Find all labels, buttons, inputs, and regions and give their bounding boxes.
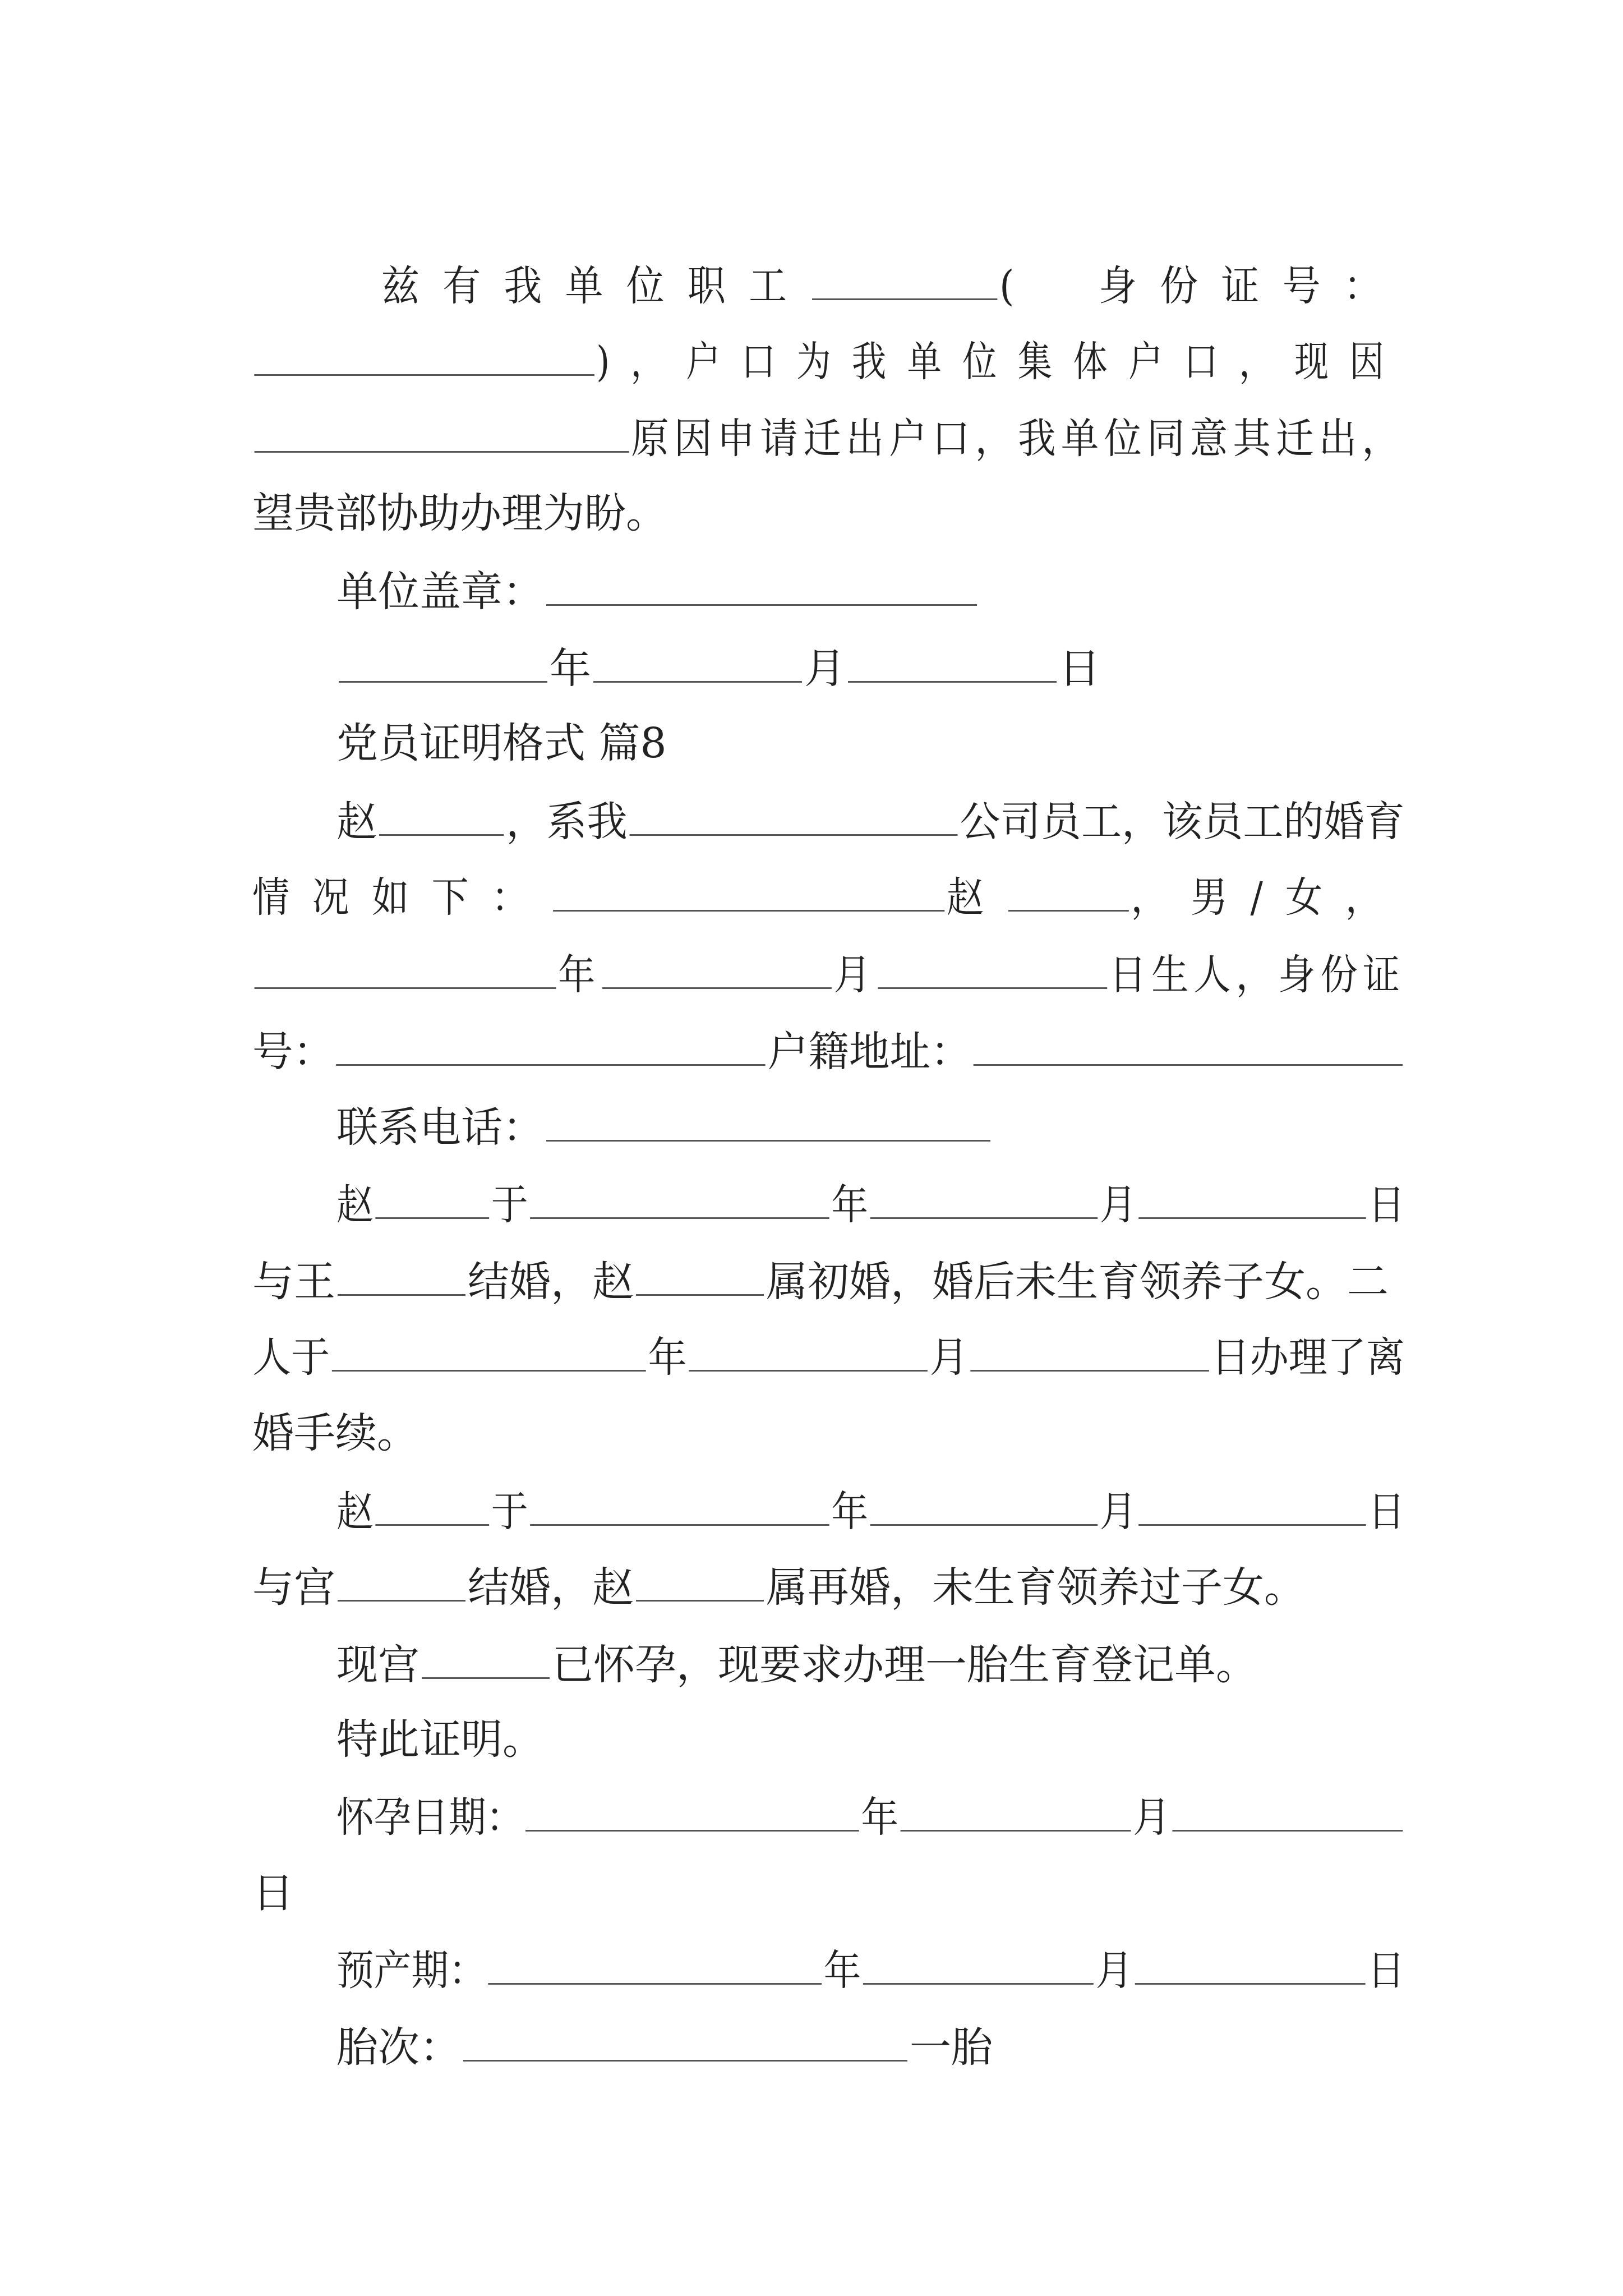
fill-in-blank[interactable] — [636, 1259, 764, 1296]
fill-in-blank[interactable] — [255, 953, 556, 989]
doc-line-12 — [336, 1103, 993, 1152]
doc-line-4 — [252, 489, 667, 537]
doc-text: 怀孕日期： — [336, 1793, 524, 1842]
fill-in-blank[interactable] — [630, 799, 958, 836]
doc-text: 现宫 — [336, 1641, 419, 1689]
doc-text: 人于 — [252, 1333, 330, 1382]
fill-in-blank[interactable] — [970, 1335, 1209, 1372]
fill-in-blank[interactable] — [593, 646, 802, 683]
fill-in-blank[interactable] — [525, 1795, 859, 1832]
doc-text: 月 — [1133, 1793, 1170, 1842]
doc-line-9 — [252, 873, 1405, 922]
doc-text: 年 — [831, 1488, 869, 1536]
doc-line-14 — [252, 1258, 1389, 1306]
doc-line-13 — [336, 1181, 1405, 1229]
doc-line-11 — [252, 1028, 1405, 1076]
fill-in-blank[interactable] — [848, 646, 1057, 683]
doc-text: 日 — [1059, 645, 1100, 693]
fill-in-blank[interactable] — [553, 875, 944, 912]
doc-text: )，户口为我单位集体户口，现因 — [596, 338, 1405, 386]
fill-in-blank[interactable] — [689, 1335, 928, 1372]
doc-text: 月 — [833, 951, 876, 999]
fill-in-blank[interactable] — [546, 569, 977, 606]
doc-text: 望贵部协助办理为盼。 — [252, 489, 667, 537]
fill-in-blank[interactable] — [375, 1489, 489, 1526]
doc-text: 单位盖章： — [336, 568, 544, 616]
doc-line-2 — [252, 338, 1405, 386]
doc-text: 赵 — [946, 873, 1007, 922]
fill-in-blank[interactable] — [1138, 1182, 1366, 1219]
doc-text: ( 身份证号： — [999, 262, 1405, 310]
doc-text: 号： — [252, 1028, 334, 1076]
fill-in-blank[interactable] — [338, 1259, 465, 1296]
doc-text: 结婚，赵 — [468, 1563, 634, 1612]
doc-line-6 — [336, 645, 1100, 693]
fill-in-blank[interactable] — [339, 646, 547, 683]
doc-text: 联系电话： — [336, 1103, 544, 1152]
doc-text: 原因申请迁出户口，我单位同意其迁出， — [631, 415, 1405, 463]
doc-text: 预产期： — [336, 1947, 486, 1995]
doc-line-16 — [252, 1409, 418, 1457]
fill-in-blank[interactable] — [1008, 875, 1129, 912]
doc-text: 日 — [1368, 1488, 1405, 1536]
fill-in-blank[interactable] — [422, 1642, 550, 1679]
doc-text: 胎次： — [336, 2023, 461, 2072]
doc-text: 月 — [1095, 1947, 1133, 1995]
doc-line-10 — [252, 951, 1405, 999]
fill-in-blank[interactable] — [338, 1565, 465, 1602]
doc-text: 年 — [648, 1333, 687, 1382]
fill-in-blank[interactable] — [255, 416, 629, 453]
doc-text: 月 — [1099, 1181, 1137, 1229]
doc-text: 日 — [1367, 1947, 1405, 1995]
fill-in-blank[interactable] — [463, 2025, 907, 2062]
fill-in-blank[interactable] — [254, 339, 594, 376]
doc-text: 日 — [252, 1869, 294, 1917]
doc-text: 一胎 — [910, 2023, 993, 2072]
doc-text: 月 — [804, 645, 846, 693]
doc-line-21 — [336, 1793, 1405, 1842]
doc-text: 党员证明格式 篇8 — [336, 719, 667, 767]
doc-text: 于 — [491, 1181, 528, 1229]
doc-line-1 — [381, 262, 1405, 310]
doc-text: 于 — [491, 1488, 528, 1536]
fill-in-blank[interactable] — [636, 1565, 764, 1602]
fill-in-blank[interactable] — [974, 1029, 1403, 1066]
doc-line-20 — [336, 1715, 544, 1764]
doc-text: 月 — [929, 1333, 969, 1382]
doc-text: 户籍地址： — [767, 1028, 971, 1076]
doc-text: 与宫 — [252, 1563, 335, 1612]
fill-in-blank[interactable] — [530, 1182, 829, 1219]
doc-text: ，男/女， — [1131, 873, 1405, 922]
fill-in-blank[interactable] — [332, 1335, 646, 1372]
doc-text: 属初婚，婚后未生育领养子女。二 — [766, 1258, 1389, 1306]
fill-in-blank[interactable] — [812, 264, 997, 300]
doc-text: 赵 — [336, 1488, 374, 1536]
fill-in-blank[interactable] — [375, 1182, 489, 1219]
fill-in-blank[interactable] — [870, 1489, 1098, 1526]
fill-in-blank[interactable] — [1172, 1795, 1403, 1832]
fill-in-blank[interactable] — [546, 1105, 990, 1142]
doc-text: 日办理了离 — [1211, 1333, 1405, 1382]
doc-text: 婚手续。 — [252, 1409, 418, 1457]
doc-text: 赵 — [336, 1181, 374, 1229]
doc-text: 结婚，赵 — [468, 1258, 634, 1306]
fill-in-blank[interactable] — [878, 953, 1107, 989]
fill-in-blank[interactable] — [901, 1795, 1131, 1832]
doc-text: 月 — [1099, 1488, 1137, 1536]
fill-in-blank[interactable] — [870, 1182, 1098, 1219]
fill-in-blank[interactable] — [530, 1489, 829, 1526]
doc-line-22 — [252, 1869, 294, 1917]
doc-line-18 — [252, 1563, 1306, 1612]
doc-text: 年 — [831, 1181, 869, 1229]
doc-text: 属再婚，未生育领养过子女。 — [766, 1563, 1306, 1612]
doc-line-8 — [336, 798, 1405, 846]
doc-text: 特此证明。 — [336, 1715, 544, 1764]
doc-text: 公司员工，该员工的婚育 — [960, 798, 1405, 846]
doc-text: 日生人，身份证 — [1109, 951, 1405, 999]
fill-in-blank[interactable] — [602, 953, 832, 989]
fill-in-blank[interactable] — [1135, 1948, 1366, 1985]
doc-text: 日 — [1368, 1181, 1405, 1229]
fill-in-blank[interactable] — [488, 1948, 822, 1985]
fill-in-blank[interactable] — [336, 1029, 765, 1066]
doc-text: 年 — [823, 1947, 861, 1995]
doc-line-19 — [336, 1641, 1257, 1689]
doc-text: 与王 — [252, 1258, 335, 1306]
doc-line-24 — [336, 2023, 993, 2072]
doc-line-3 — [252, 415, 1405, 463]
doc-text: 年 — [861, 1793, 899, 1842]
doc-text: ，系我 — [506, 798, 628, 846]
doc-text: 已怀孕，现要求办理一胎生育登记单。 — [552, 1641, 1257, 1689]
doc-text: 兹有我单位职工 — [381, 262, 810, 310]
doc-line-5 — [336, 568, 979, 616]
fill-in-blank[interactable] — [379, 799, 504, 836]
doc-text: 情况如下： — [252, 873, 551, 922]
fill-in-blank[interactable] — [863, 1948, 1094, 1985]
doc-text: 赵 — [336, 798, 377, 846]
doc-text: 年 — [550, 645, 591, 693]
doc-line-7 — [336, 719, 667, 767]
doc-line-15 — [252, 1333, 1405, 1382]
doc-line-17 — [336, 1488, 1405, 1536]
fill-in-blank[interactable] — [1138, 1489, 1366, 1526]
doc-text: 年 — [558, 951, 601, 999]
doc-line-23 — [336, 1947, 1405, 1995]
